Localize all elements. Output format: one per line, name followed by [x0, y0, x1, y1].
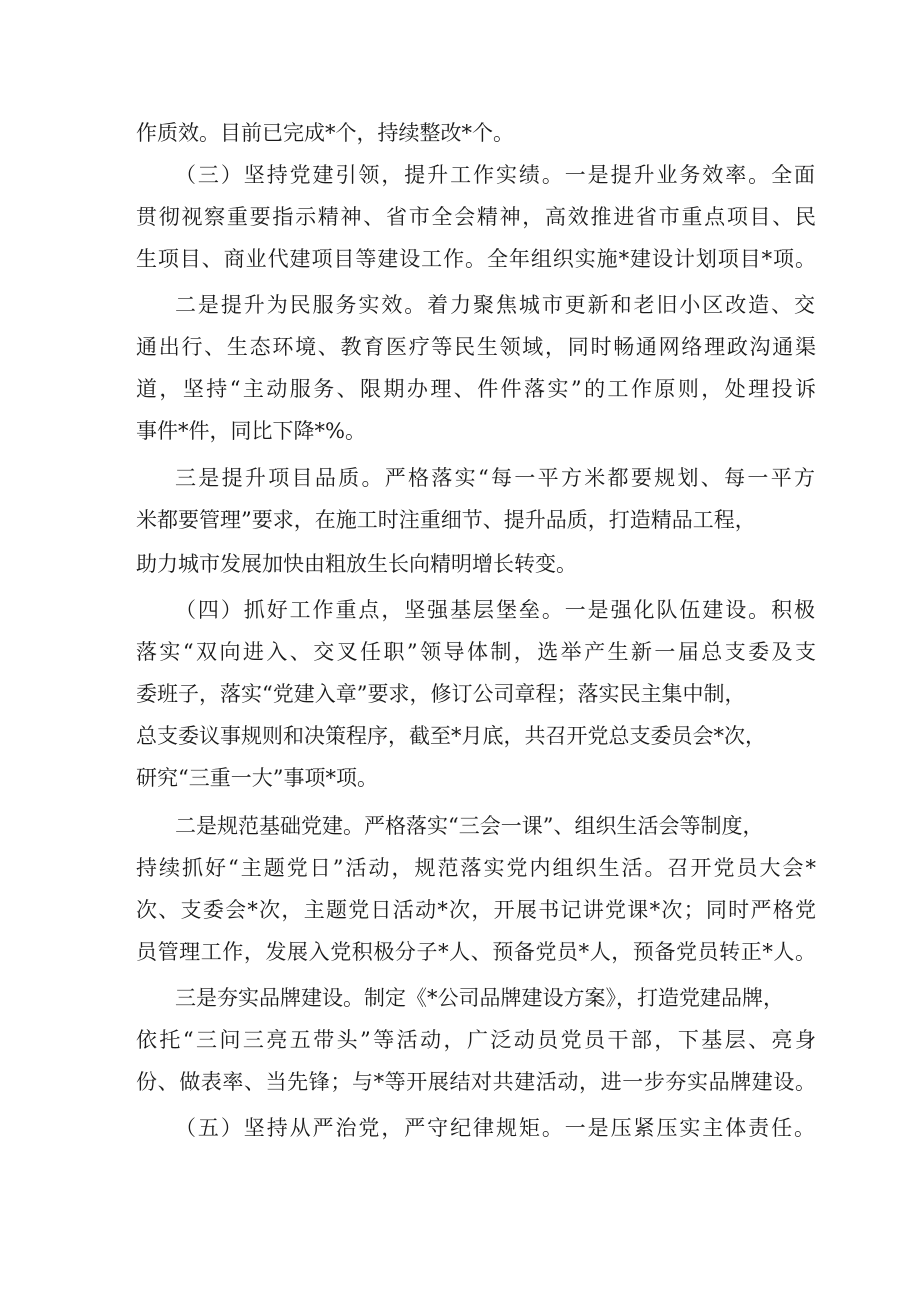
paragraph-brand-line: 三是夯实品牌建设。制定《*公司品牌建设方案》，打造党建品牌，: [175, 986, 784, 1010]
text-line-11: 助力城市发展加快由粗放生长向精明增长转变。: [136, 552, 577, 576]
paragraph-basics-line: 二是规范基础党建。严格落实“三会一课”、组织生活会等制度，: [175, 814, 764, 838]
text-line-13: 落实“双向进入、交叉任职”领导体制，选举产生新一届总支委及支: [136, 640, 816, 664]
paragraph-3-heading-line: （三）坚持党建引领，提升工作实绩。一是提升业务效率。全面: [175, 163, 815, 187]
text-line-23: 份、做表率、当先锋；与*等开展结对共建活动，进一步夯实品牌建设。: [136, 1070, 816, 1094]
paragraph-5-heading-line: （五）坚持从严治党，严守纪律规矩。一是压紧压实主体责任。: [175, 1116, 815, 1140]
text-line-1: 作质效。目前已完成*个，持续整改*个。: [136, 121, 514, 145]
paragraph-service-line: 二是提升为民服务实效。着力聚焦城市更新和老旧小区改造、交: [175, 293, 815, 317]
text-line-8: 事件*件，同比下降*%。: [136, 419, 366, 443]
text-line-19: 次、支委会*次，主题党日活动*次，开展书记讲党课*次；同时严格党: [136, 898, 816, 922]
text-line-6: 通出行、生态环境、教育医疗等民生领域，同时畅通网络理政沟通渠: [136, 335, 816, 359]
paragraph-quality-line: 三是提升项目品质。严格落实“每一平方米都要规划、每一平方: [175, 466, 815, 490]
text-line-7: 道，坚持“主动服务、限期办理、件件落实”的工作原则，处理投诉: [136, 377, 816, 401]
text-line-15: 总支委议事规则和决策程序，截至*月底，共召开党总支委员会*次，: [136, 724, 766, 748]
text-line-20: 员管理工作，发展入党积极分子*人、预备党员*人，预备党员转正*人。: [136, 940, 816, 964]
text-line-14: 委班子，落实“党建入章”要求，修订公司章程；落实民主集中制，: [136, 682, 746, 706]
text-line-16: 研究“三重一大”事项*项。: [136, 766, 378, 790]
text-line-10: 米都要管理”要求，在施工时注重细节、提升品质，打造精品工程，: [136, 508, 756, 532]
text-line-3: 贯彻视察重要指示精神、省市全会精神，高效推进省市重点项目、民: [136, 205, 816, 229]
paragraph-4-heading-line: （四）抓好工作重点，坚强基层堡垒。一是强化队伍建设。积极: [175, 598, 815, 622]
text-line-22: 依托“三问三亮五带头”等活动，广泛动员党员干部，下基层、亮身: [136, 1028, 816, 1052]
text-line-18: 持续抓好“主题党日”活动，规范落实党内组织生活。召开党员大会*: [136, 856, 816, 880]
text-line-4: 生项目、商业代建项目等建设工作。全年组织实施*建设计划项目*项。: [136, 247, 816, 271]
